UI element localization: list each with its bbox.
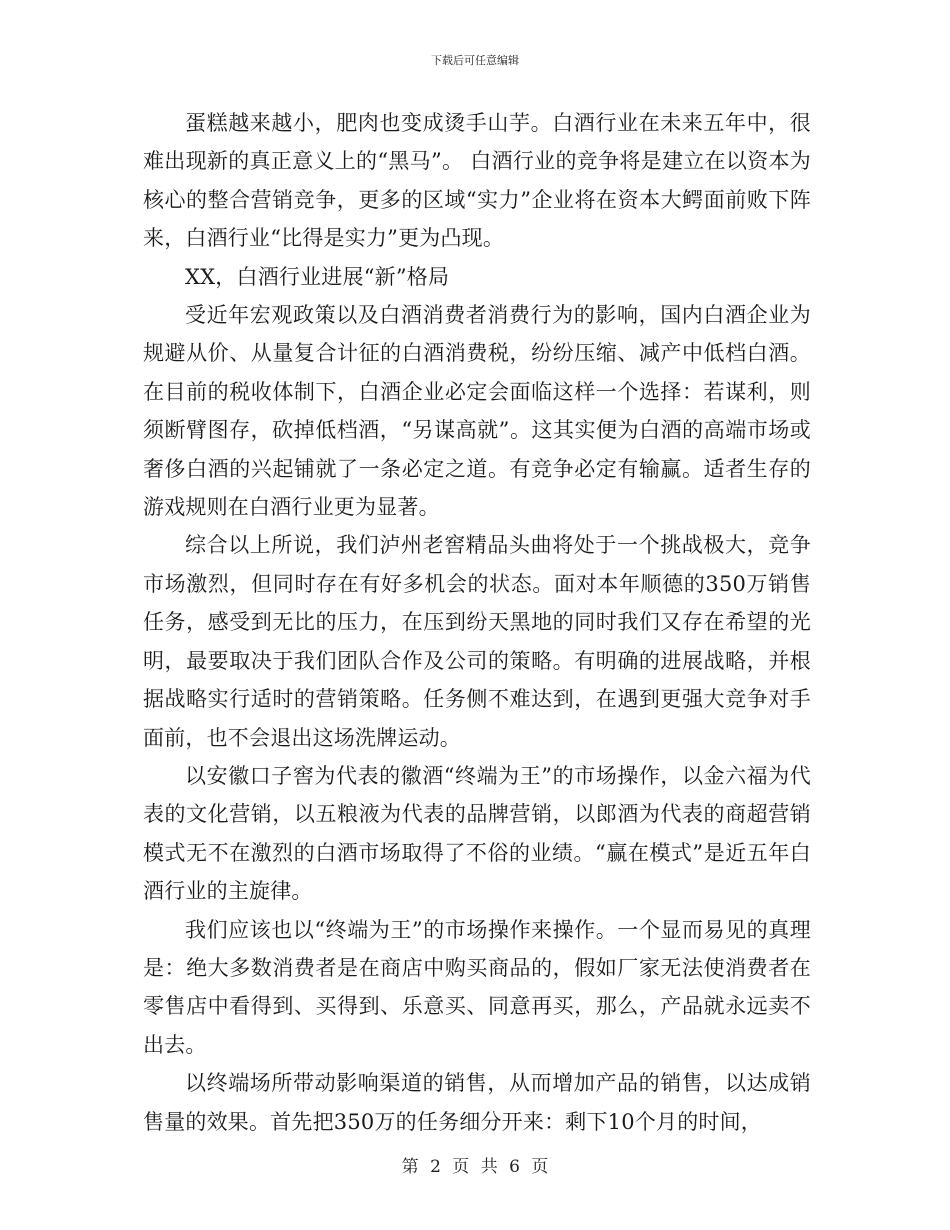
document-body (143, 104, 811, 1141)
paragraph: 以终端场所带动影响渠道的销售，从而增加产品的销售，以达成销售量的效果。首先把350万的任务细分开来：剩下10个月的时间， (143, 1071, 811, 1134)
paragraph: 以安徽口子窖为代表的徽酒“终端为王”的市场操作，以金六福为代表的文化营销，以五粮液为代表的品牌营销，以郎酒为代表的商超营销模式无不在激烈的白酒市场取得了不俗的业绩。“赢在模式”是近五年白酒行业的主旋律。 (143, 763, 811, 904)
section-heading: XX，白酒行业进展“新”格局 (185, 264, 450, 289)
page-header: 下载后可任意编辑 (431, 54, 519, 67)
paragraph: 蛋糕越来越小，肥肉也变成烫手山芋。白酒行业在未来五年中，很难出现新的真正意义上的“黑马”。 白酒行业的竞争将是建立在以资本为核心的整合营销竞争，更多的区域“实力”企业将在资本大鳄面前败下阵来，白酒行业“比得是实力”更为凸现。 (143, 111, 811, 251)
page-footer: 第 2 页 共 6 页 (401, 1157, 549, 1177)
paragraph: 综合以上所说，我们泸州老窖精品头曲将处于一个挑战极大，竞争市场激烈，但同时存在有好多机会的状态。面对本年顺德的350万销售任务，感受到无比的压力，在压到纷天黑地的同时我们又存在希望的光明，最要取决于我们团队合作及公司的策略。有明确的进展战略，并根据战略实行适时的营销策略。任务侧不难达到，在遇到更强大竞争对手面前，也不会退出这场洗牌运动。 (143, 533, 811, 750)
paragraph: 受近年宏观政策以及白酒消费者消费行为的影响，国内白酒企业为规避从价、从量复合计征的白酒消费税，纷纷压缩、减产中低档白酒。在目前的税收体制下，白酒企业必定会面临这样一个选择：若谋利，则须断臂图存，砍掉低档酒，“另谋高就”。这其实便为白酒的高端市场或奢侈白酒的兴起铺就了一条必定之道。有竞争必定有输赢。适者生存的游戏规则在白酒行业更为显著。 (143, 303, 811, 520)
paragraph: 我们应该也以“终端为王”的市场操作来操作。一个显而易见的真理是：绝大多数消费者是在商店中购买商品的，假如厂家无法使消费者在零售店中看得到、买得到、乐意买、同意再买，那么，产品就永远卖不出去。 (143, 917, 811, 1057)
